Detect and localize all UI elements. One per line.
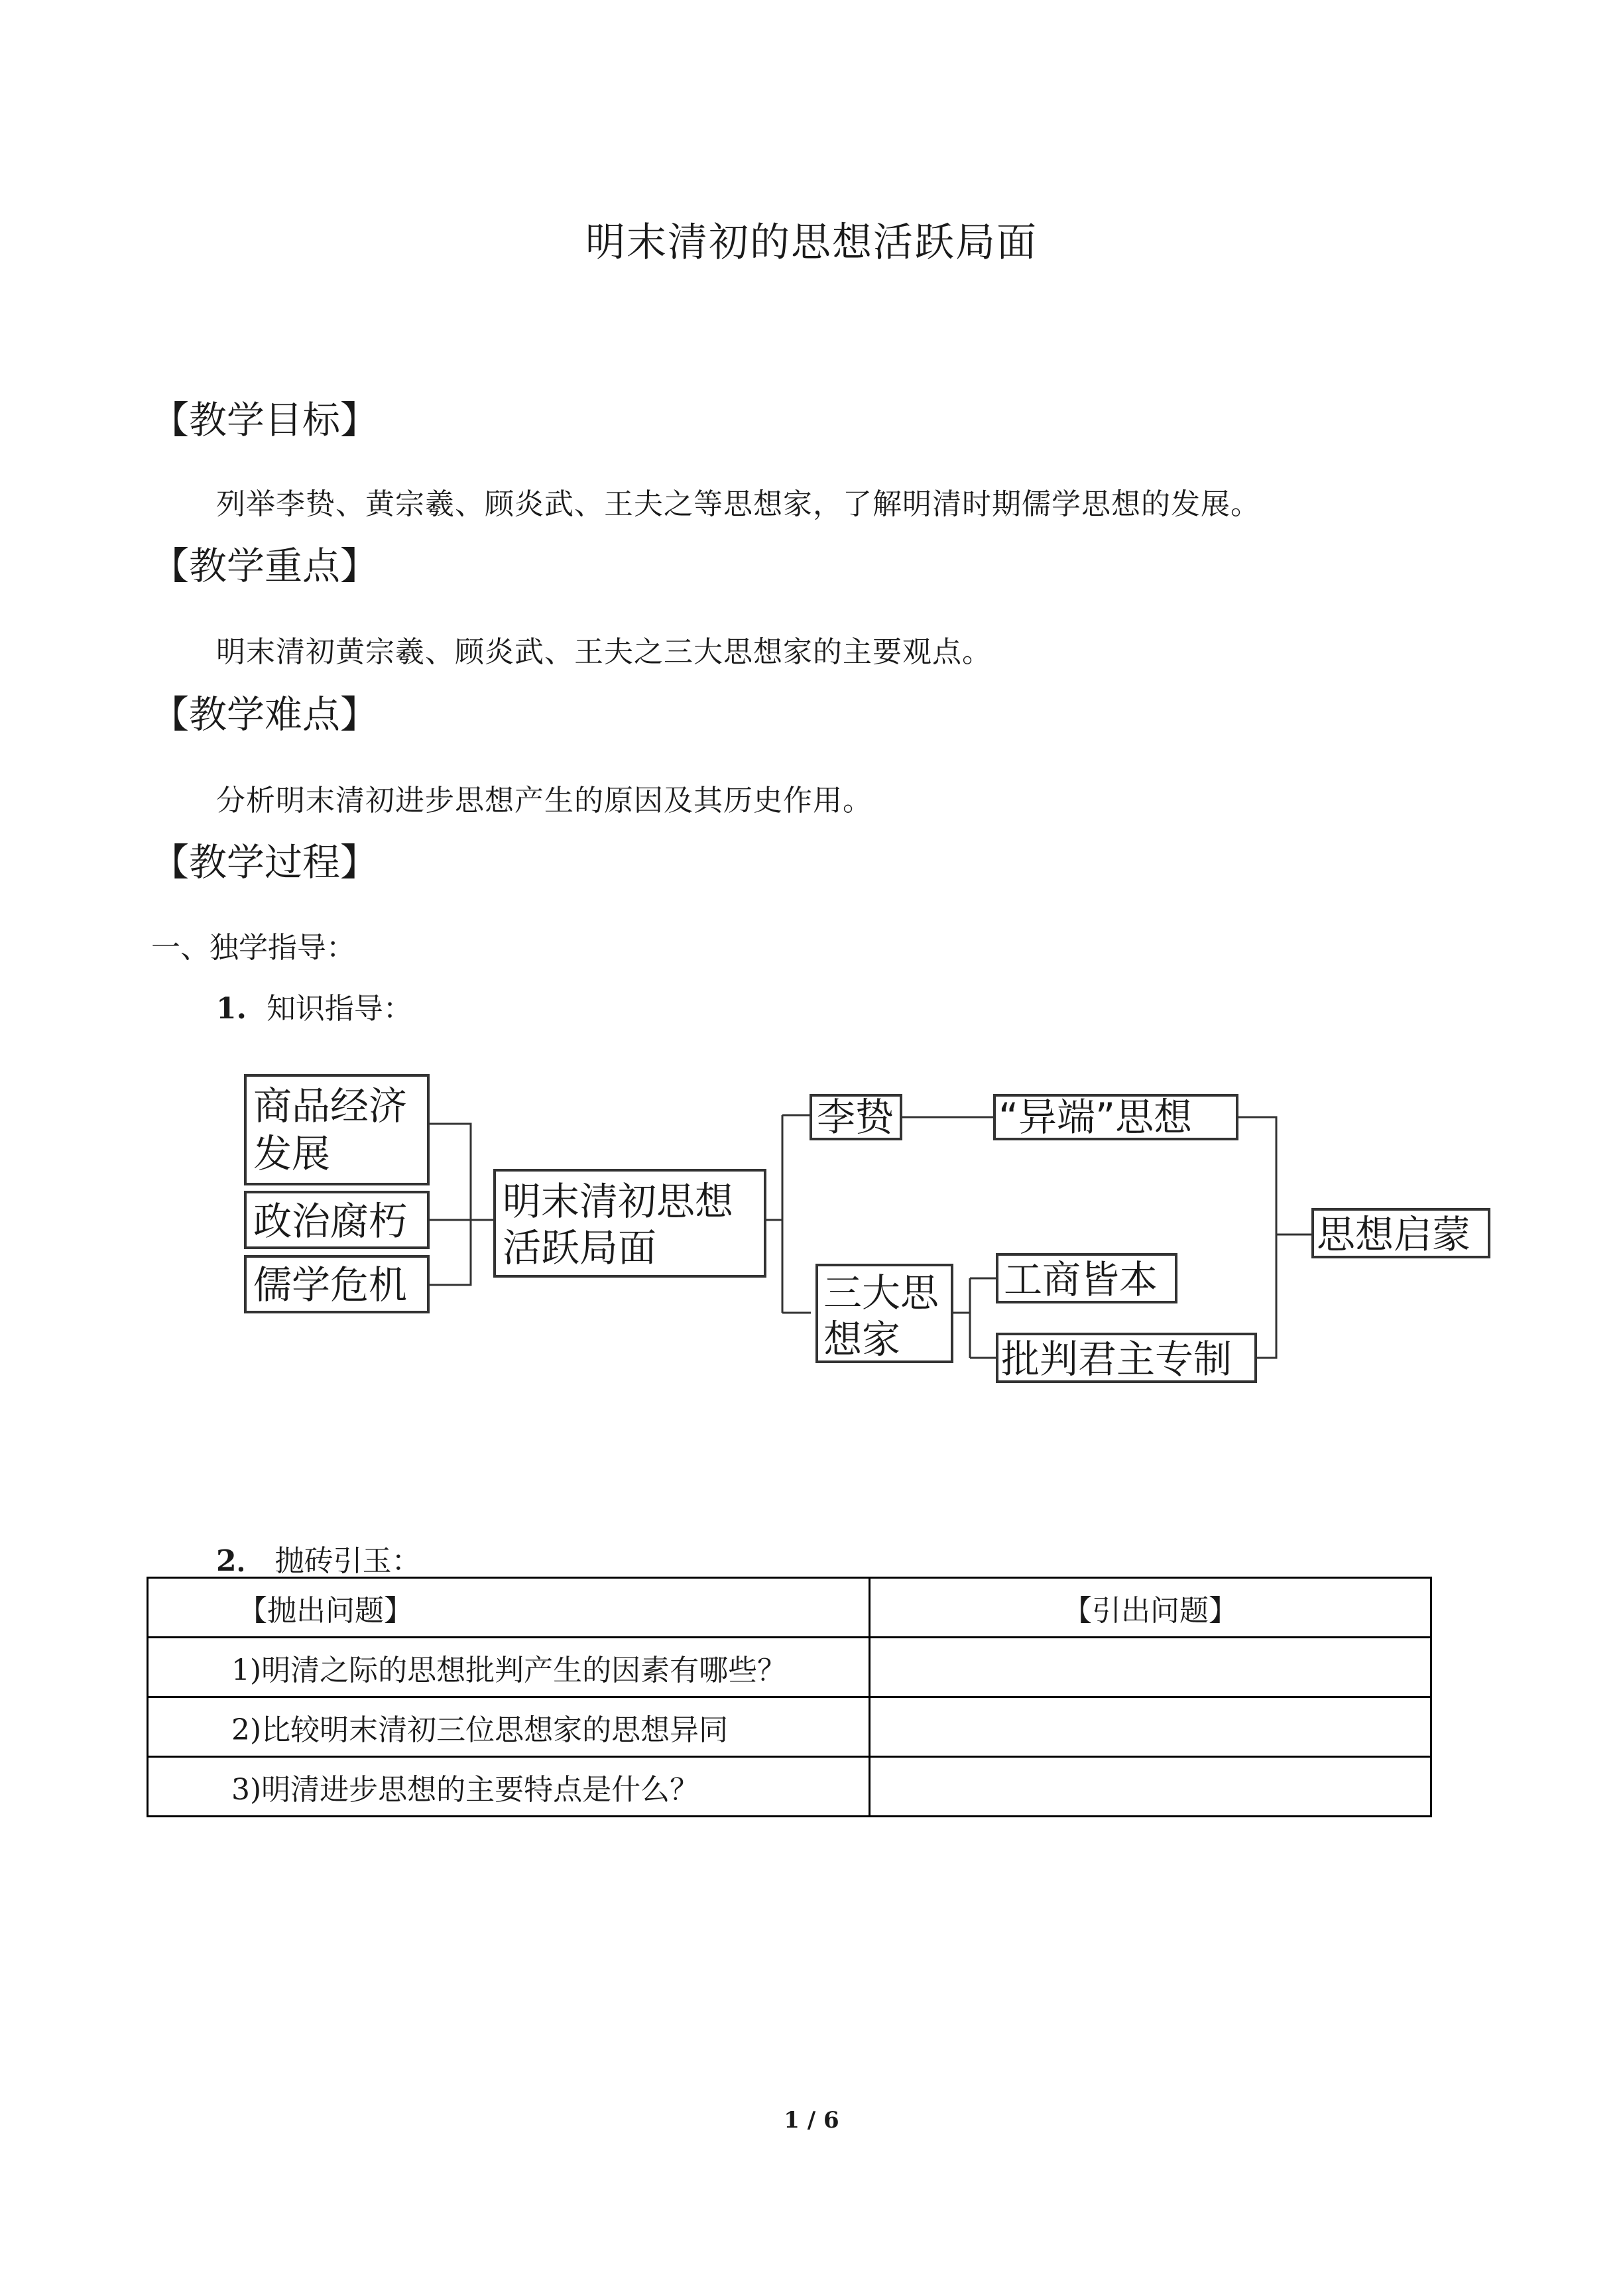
- box-text-commodity-economy-2: 发展: [253, 1131, 331, 1176]
- box-text-commodity-economy-1: 商品经济: [253, 1083, 408, 1128]
- sub1-label: 知识指导：: [266, 992, 412, 1026]
- difficulties-text: 分析明末清初进步思想产生的原因及其历史作用。: [216, 784, 872, 817]
- box-text-li-zhi: 李贽: [817, 1095, 894, 1140]
- page-title: 明末清初的思想活跃局面: [585, 219, 1038, 266]
- box-text-center-2: 活跃局面: [503, 1225, 657, 1270]
- box-text-political-corruption: 政治腐朽: [253, 1199, 408, 1244]
- process-heading: 【教学过程】: [151, 841, 378, 884]
- table-row: [148, 1697, 1431, 1757]
- connector-enlightenment: [1237, 1117, 1313, 1358]
- sub1-number: 1.: [216, 992, 247, 1026]
- box-text-criticism: 批判君主专制: [1001, 1337, 1232, 1382]
- sub2-number: 2．: [216, 1544, 266, 1578]
- box-text-three-thinkers-2: 想家: [823, 1317, 901, 1362]
- box-text-center-1: 明末清初思想: [503, 1179, 734, 1224]
- table-header-row: [148, 1578, 1431, 1638]
- table-cell-answer[interactable]: [870, 1697, 1431, 1757]
- connector-center-branches: [765, 1115, 811, 1313]
- table-cell-question: 1)明清之际的思想批判产生的因素有哪些？: [148, 1638, 870, 1697]
- box-text-enlightenment: 思想启蒙: [1317, 1212, 1471, 1257]
- table-cell-answer[interactable]: [870, 1757, 1431, 1817]
- difficulties-heading: 【教学难点】: [151, 693, 378, 737]
- brick-intro-label: [216, 1537, 421, 1579]
- objectives-text: 列举李贽、黄宗羲、顾炎武、王夫之等思想家，了解明清时期儒学思想的发展。: [216, 487, 1260, 521]
- table-header-lead: 【引出问题】: [870, 1578, 1431, 1638]
- table-cell-question: 2)比较明末清初三位思想家的思想异同: [148, 1697, 870, 1757]
- connector-three-thinkers: [952, 1278, 997, 1358]
- connector-causes: [428, 1124, 495, 1285]
- box-text-heresy: “异端”思想: [998, 1095, 1193, 1140]
- table-header-raise: 【抛出问题】: [148, 1578, 870, 1638]
- part1-heading: 一、独学指导：: [151, 931, 355, 965]
- box-text-commerce: 工商皆本: [1004, 1257, 1158, 1302]
- box-text-three-thinkers-1: 三大思: [823, 1270, 939, 1315]
- knowledge-guide-label: [216, 985, 412, 1027]
- table-cell-answer[interactable]: [870, 1638, 1431, 1697]
- page-number: 1 / 6: [784, 2107, 839, 2134]
- objectives-heading: 【教学目标】: [151, 398, 378, 442]
- sub2-label: 抛砖引玉：: [274, 1544, 421, 1578]
- table-row: [148, 1757, 1431, 1817]
- key-points-heading: 【教学重点】: [151, 544, 378, 588]
- key-points-text: 明末清初黄宗羲、顾炎武、王夫之三大思想家的主要观点。: [216, 635, 992, 669]
- box-text-confucian-crisis: 儒学危机: [253, 1262, 408, 1307]
- concept-diagram: [239, 1061, 1498, 1406]
- table-row: [148, 1638, 1431, 1697]
- question-table: [147, 1577, 1432, 1817]
- table-cell-question: 3)明清进步思想的主要特点是什么？: [148, 1757, 870, 1817]
